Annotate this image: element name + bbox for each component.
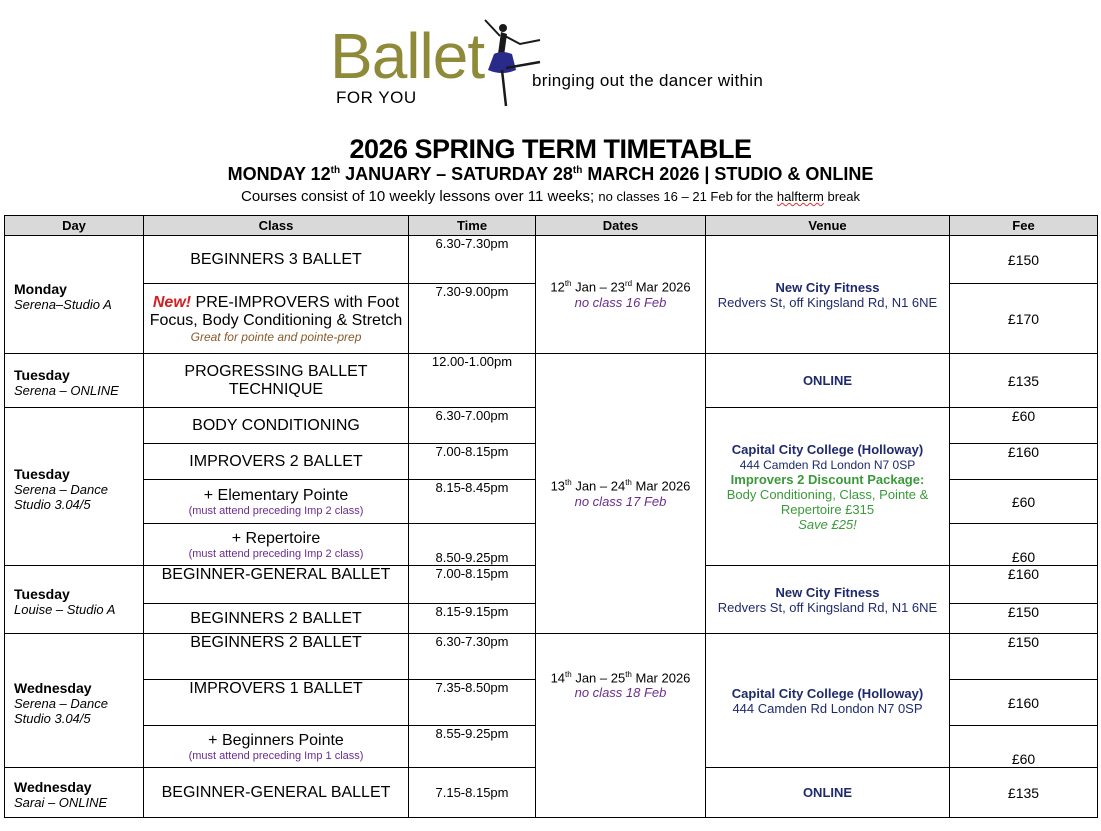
header-dates: Dates (536, 216, 706, 236)
day-cell: Tuesday Serena – Dance Studio 3.04/5 (5, 408, 144, 566)
dates-cell: 12th Jan – 23rd Mar 2026 no class 16 Feb (536, 236, 706, 354)
timetable (4, 215, 1098, 818)
dates-cell: 14th Jan – 25th Mar 2026 no class 18 Feb (536, 634, 706, 818)
fee-cell: £135 (950, 354, 1098, 408)
venue-cell: ONLINE (706, 354, 950, 408)
time-cell: 8.55-9.25pm (409, 726, 536, 768)
day-cell: Monday Serena–Studio A (5, 236, 144, 354)
class-cell: IMPROVERS 1 BALLET (144, 680, 409, 726)
venue-cell: ONLINE (706, 768, 950, 818)
table-row (5, 634, 1098, 680)
table-row (5, 236, 1098, 284)
time-cell: 8.15-9.15pm (409, 604, 536, 634)
fee-cell: £170 (950, 284, 1098, 354)
fee-cell: £160 (950, 680, 1098, 726)
header-time: Time (409, 216, 536, 236)
class-cell: PROGRESSING BALLET TECHNIQUE (144, 354, 409, 408)
venue-cell: New City Fitness Redvers St, off Kingsland Rd, N1 6NE (706, 566, 950, 634)
header-class: Class (144, 216, 409, 236)
class-cell: + Repertoire (must attend preceding Imp 2 class) (144, 524, 409, 566)
class-cell: BEGINNER-GENERAL BALLET (144, 566, 409, 604)
time-cell: 8.50-9.25pm (409, 524, 536, 566)
day-cell: Wednesday Sarai – ONLINE (5, 768, 144, 818)
day-cell: Tuesday Serena – ONLINE (5, 354, 144, 408)
time-cell: 12.00-1.00pm (409, 354, 536, 408)
class-cell: IMPROVERS 2 BALLET (144, 444, 409, 480)
class-cell: BODY CONDITIONING (144, 408, 409, 444)
class-cell: BEGINNERS 2 BALLET (144, 604, 409, 634)
day-cell: Wednesday Serena – Dance Studio 3.04/5 (5, 634, 144, 768)
dancer-icon (480, 14, 550, 110)
fee-cell: £150 (950, 604, 1098, 634)
fee-cell: £135 (950, 768, 1098, 818)
time-cell: 8.15-8.45pm (409, 480, 536, 524)
time-cell: 6.30-7.30pm (409, 236, 536, 284)
fee-cell: £60 (950, 524, 1098, 566)
time-cell: 7.00-8.15pm (409, 444, 536, 480)
logo-wordmark: Ballet (330, 20, 485, 92)
time-cell: 7.30-9.00pm (409, 284, 536, 354)
time-cell: 7.15-8.15pm (409, 768, 536, 818)
class-cell: + Elementary Pointe (must attend preceding Imp 2 class) (144, 480, 409, 524)
fee-cell: £160 (950, 444, 1098, 480)
fee-cell: £60 (950, 408, 1098, 444)
venue-cell: Capital City College (Holloway) 444 Camden Rd London N7 0SP (706, 634, 950, 768)
table-header-row (5, 216, 1098, 236)
fee-cell: £150 (950, 634, 1098, 680)
header-venue: Venue (706, 216, 950, 236)
class-cell: BEGINNER-GENERAL BALLET (144, 768, 409, 818)
venue-cell: Capital City College (Holloway) 444 Camden Rd London N7 0SP Improvers 2 Discount Package: Body Conditioning, Class, Pointe & Repertoire £315 Save £25! (706, 408, 950, 566)
time-cell: 6.30-7.30pm (409, 634, 536, 680)
header-day: Day (5, 216, 144, 236)
logo-tagline: bringing out the dancer within (532, 71, 764, 90)
day-cell: Tuesday Louise – Studio A (5, 566, 144, 634)
table-row (5, 354, 1098, 408)
dates-cell: 13th Jan – 24th Mar 2026 no class 17 Feb (536, 354, 706, 634)
term-dates: MONDAY 12th JANUARY – SATURDAY 28th MARCH 2026 | STUDIO & ONLINE (227, 164, 874, 184)
class-cell: + Beginners Pointe (must attend preceding Imp 1 class) (144, 726, 409, 768)
class-cell: BEGINNERS 3 BALLET (144, 236, 409, 284)
logo (330, 14, 810, 114)
course-note: Courses consist of 10 weekly lessons over 11 weeks; no classes 16 – 21 Feb for the halfterm break (241, 188, 860, 205)
fee-cell: £150 (950, 236, 1098, 284)
venue-cell: New City Fitness Redvers St, off Kingsland Rd, N1 6NE (706, 236, 950, 354)
page-title: 2026 SPRING TERM TIMETABLE (349, 134, 752, 164)
time-cell: 7.00-8.15pm (409, 566, 536, 604)
fee-cell: £60 (950, 480, 1098, 524)
time-cell: 6.30-7.00pm (409, 408, 536, 444)
logo-subtitle: FOR YOU (336, 88, 417, 107)
class-cell: BEGINNERS 2 BALLET (144, 634, 409, 680)
header-fee: Fee (950, 216, 1098, 236)
fee-cell: £160 (950, 566, 1098, 604)
fee-cell: £60 (950, 726, 1098, 768)
class-cell: New! PRE-IMPROVERS with Foot Focus, Body Conditioning & Stretch Great for pointe and pointe-prep (144, 284, 409, 354)
time-cell: 7.35-8.50pm (409, 680, 536, 726)
